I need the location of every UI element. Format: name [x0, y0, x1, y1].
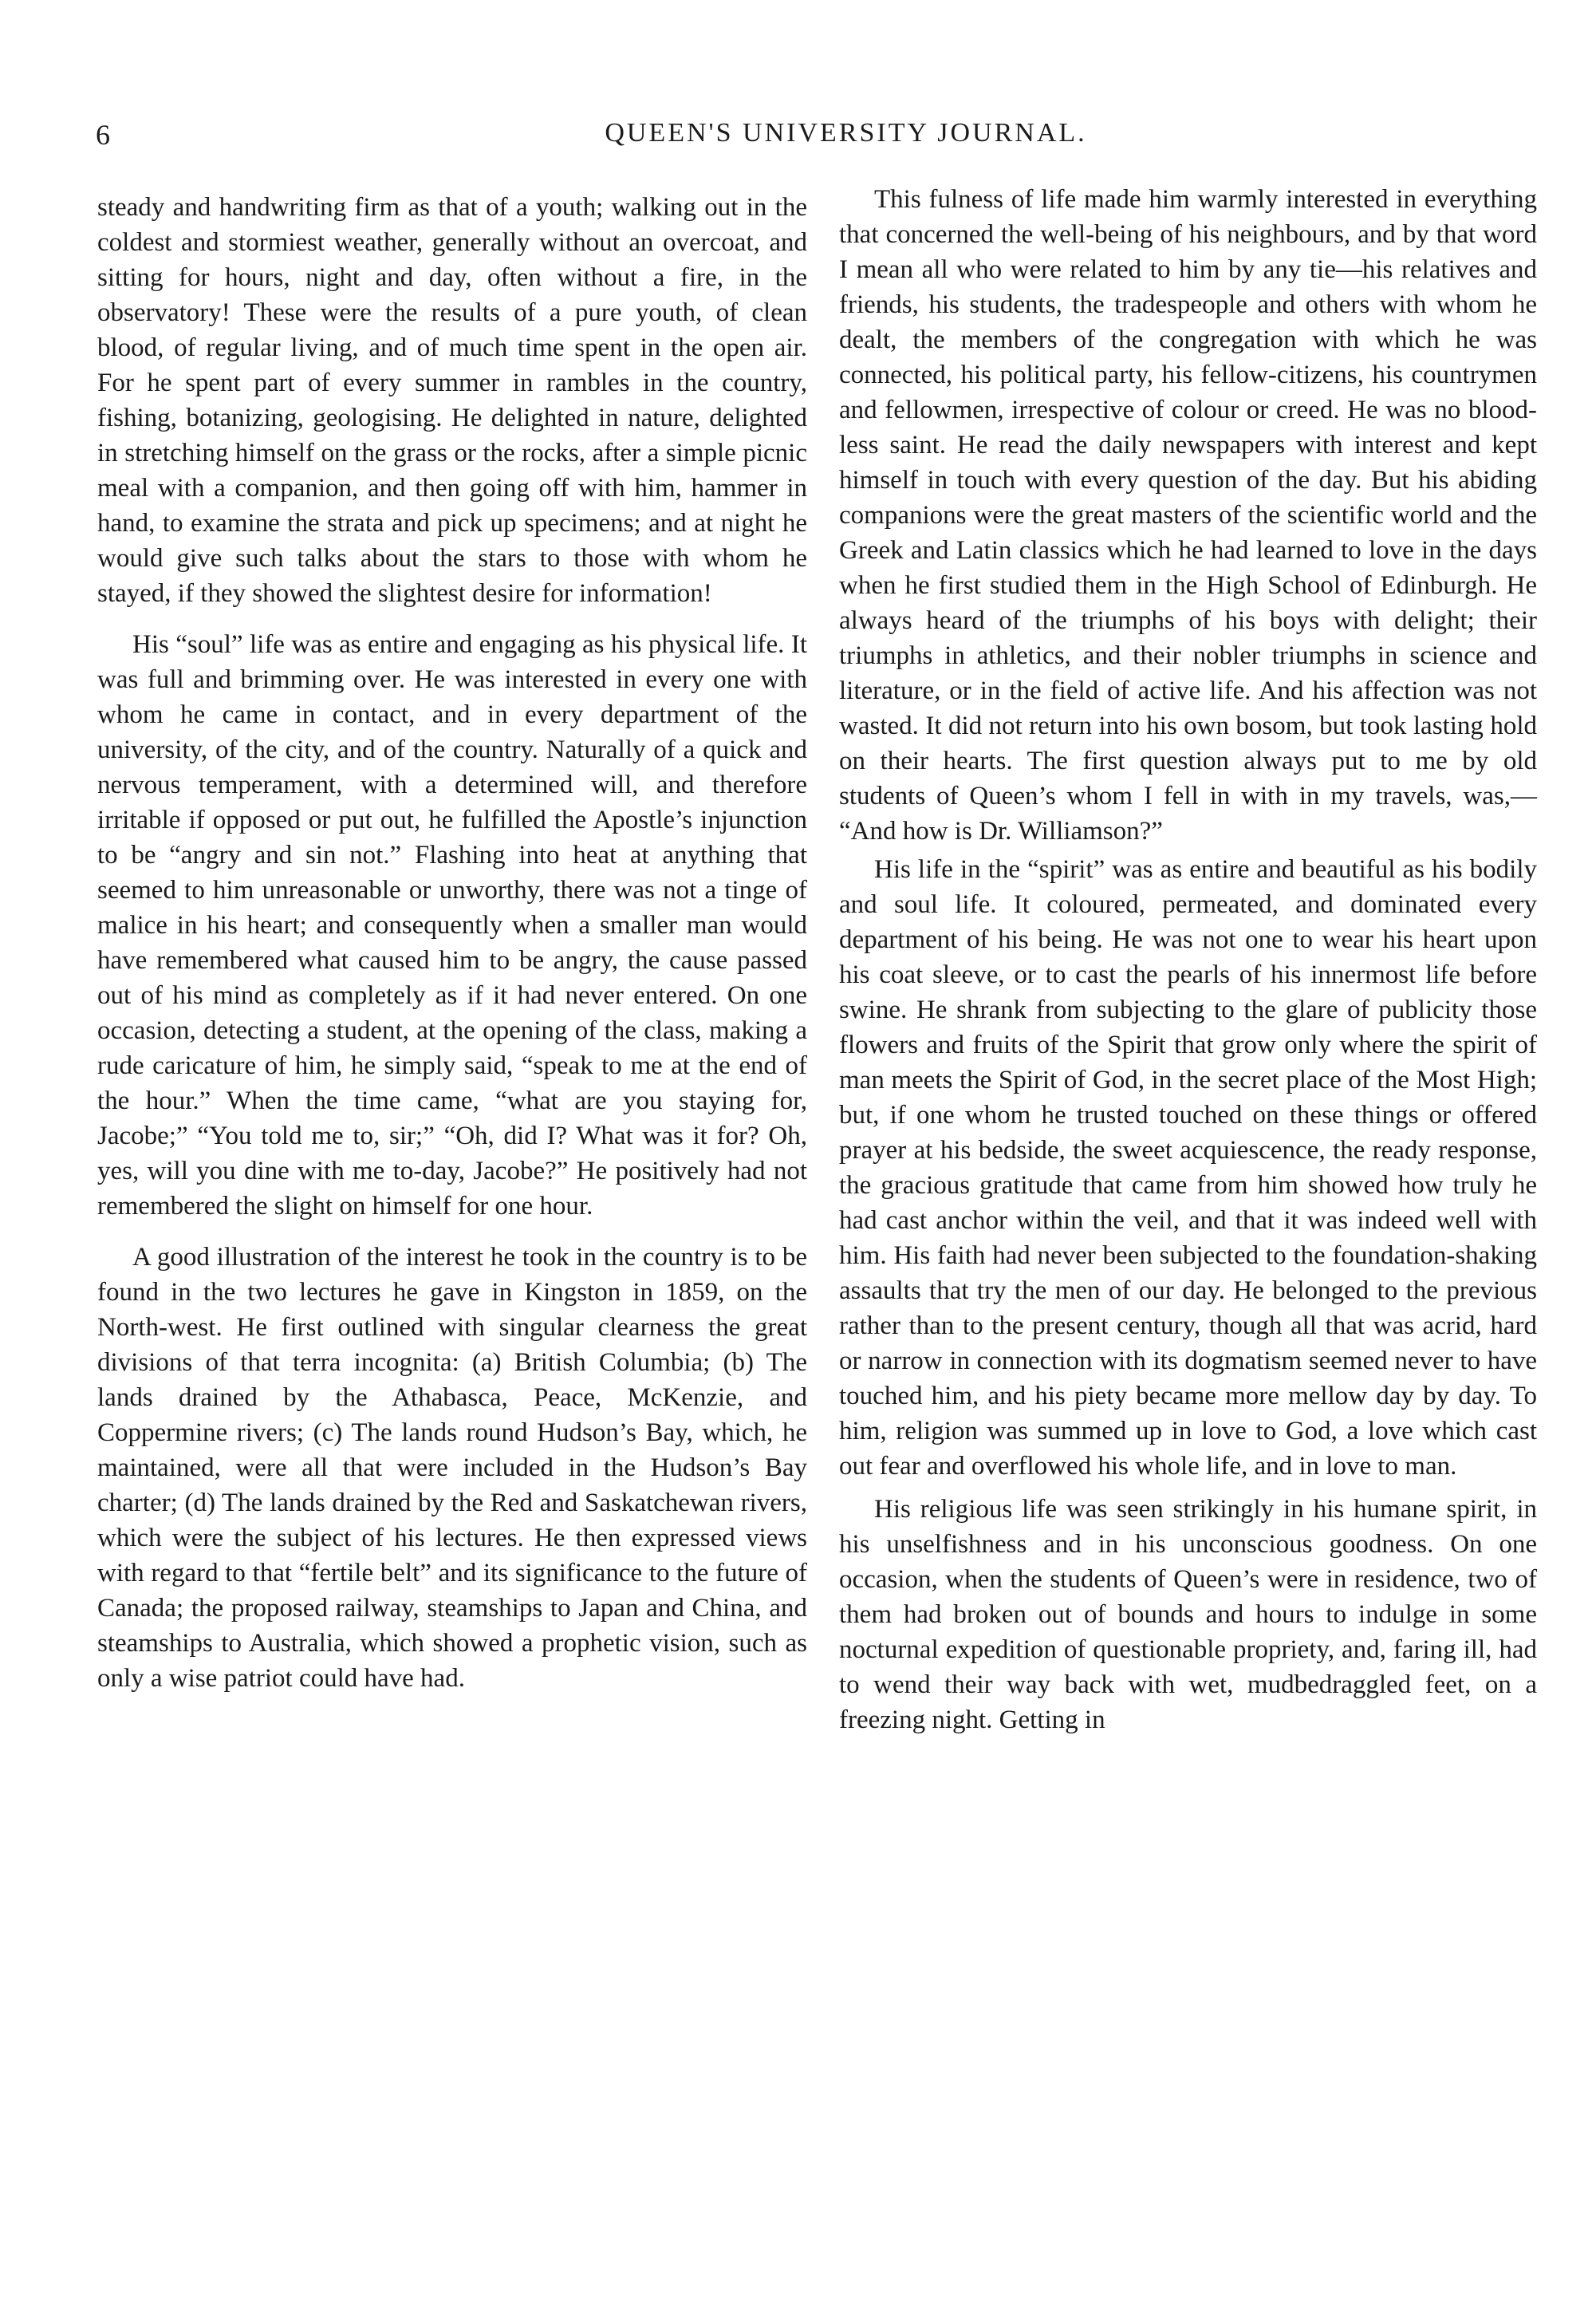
- running-head: QUEEN'S UNIVERSITY JOURNAL.: [605, 118, 1087, 148]
- paragraph: His life in the “spirit” was as entire and beautiful as his bodily and soul life. It coloured, permeated, and dominated every department of his being. He was not one to wear his heart upon his coat sleeve, or to cast the pearls of his innermost life before swine. He shrank from subjecting to the glare of publicity those flowers and fruits of the Spirit that grow only where the spirit of man meets the Spirit of God, in the secret place of the Most High; but, if one whom he trusted touched on these things or offered prayer at his bedside, the sweet acquiescence, the ready response, the gracious gratitude that came from him showed how truly he had cast anchor within the veil, and that it was indeed well with him. His faith had never been subjected to the foundation-shaking assaults that try the men of our day. He belonged to the previous rather than to the present century, though all that was acrid, hard or narrow in connection with its dogmatism seemed never to have touched him, and his piety became more mellow day by day. To him, religion was summed up in love to God, a love which cast out fear and overflowed his whole life, and in love to man.: [839, 855, 1537, 1481]
- paragraph: This fulness of life made him warmly interested in everything that concerned the well-being of his neighbours, and by that word I mean all who were related to him by any tie—his relatives and friends, his students, the tradespeople and others with whom he dealt, the members of the congregation with which he was connected, his political party, his fellow-citizens, his countrymen and fellowmen, irrespective of colour or creed. He was no bloodless saint. He read the daily newspapers with interest and kept himself in touch with every question of the day. But his abiding companions were the great masters of the scientific world and the Greek and Latin classics which he had learned to love in the days when he first studied them in the High School of Edinburgh. He always heard of the triumphs of his boys with delight; their triumphs in athletics, and their nobler triumphs in science and literature, or in the field of active life. And his affection was not wasted. It did not return into his own bosom, but took lasting hold on their hearts. The first question always put to me by old students of Queen’s whom I fell in with in my travels, was,— “And how is Dr. Williamson?”: [839, 185, 1537, 846]
- page-number: 6: [96, 119, 110, 151]
- paragraph: steady and handwriting firm as that of a youth; walking out in the coldest and stormiest weather, generally without an overcoat, and sitting for hours, night and day, often without a fire, in the observatory! These were the results of a pure youth, of clean blood, of regular living, and of much time spent in the open air. For he spent part of every summer in rambles in the country, fishing, botanizing, geologising. He delighted in nature, delighted in stretching himself on the grass or the rocks, after a simple picnic meal with a companion, and then going off with him, hammer in hand, to examine the strata and pick up specimens; and at night he would give such talks about the stars to those with whom he stayed, if they showed the slightest desire for information!: [97, 193, 807, 608]
- paragraph: His “soul” life was as entire and engaging as his physical life. It was full and brimming over. He was interested in every one with whom he came in contact, and in every department of the university, of the city, and of the country. Naturally of a quick and nervous temperament, with a determined will, and therefore irritable if opposed or put out, he fulfilled the Apostle’s injunction to be “angry and sin not.” Flashing into heat at anything that seemed to him unreasonable or unworthy, there was not a tinge of malice in his heart; and consequently when a smaller man would have remembered what caused him to be angry, the cause passed out of his mind as completely as if it had never entered. On one occasion, detecting a student, at the opening of the class, making a rude caricature of him, he simply said, “speak to me at the end of the hour.” When the time came, “what are you staying for, Jacobe;” “You told me to, sir;” “Oh, did I? What was it for? Oh, yes, will you dine with me to-day, Jacobe?” He positively had not remembered the slight on himself for one hour.: [97, 630, 807, 1221]
- paragraph: A good illustration of the interest he took in the country is to be found in the two lectures he gave in Kingston in 1859, on the North-west. He first outlined with singular clearness the great divisions of that terra incognita: (a) British Columbia; (b) The lands drained by the Athabasca, Peace, McKenzie, and Coppermine rivers; (c) The lands round Hudson’s Bay, which, he maintained, were all that were included in the Hudson’s Bay charter; (d) The lands drained by the Red and Saskatchewan rivers, which were the subject of his lectures. He then expressed views with regard to that “fertile belt” and its significance to the future of Canada; the proposed railway, steamships to Japan and China, and steamships to Australia, which showed a prophetic vision, such as only a wise patriot could have had.: [97, 1243, 807, 1693]
- left-column: [97, 190, 807, 1696]
- paragraph: His religious life was seen strikingly in his humane spirit, in his unselfishness and in his unconscious goodness. On one occasion, when the students of Queen’s were in residence, two of them had broken out of bounds and hours to indulge in some nocturnal expedition of questionable propriety, and, faring ill, had to wend their way back with wet, mudbedraggled feet, on a freezing night. Getting in: [839, 1495, 1537, 1734]
- right-column: [839, 182, 1537, 1737]
